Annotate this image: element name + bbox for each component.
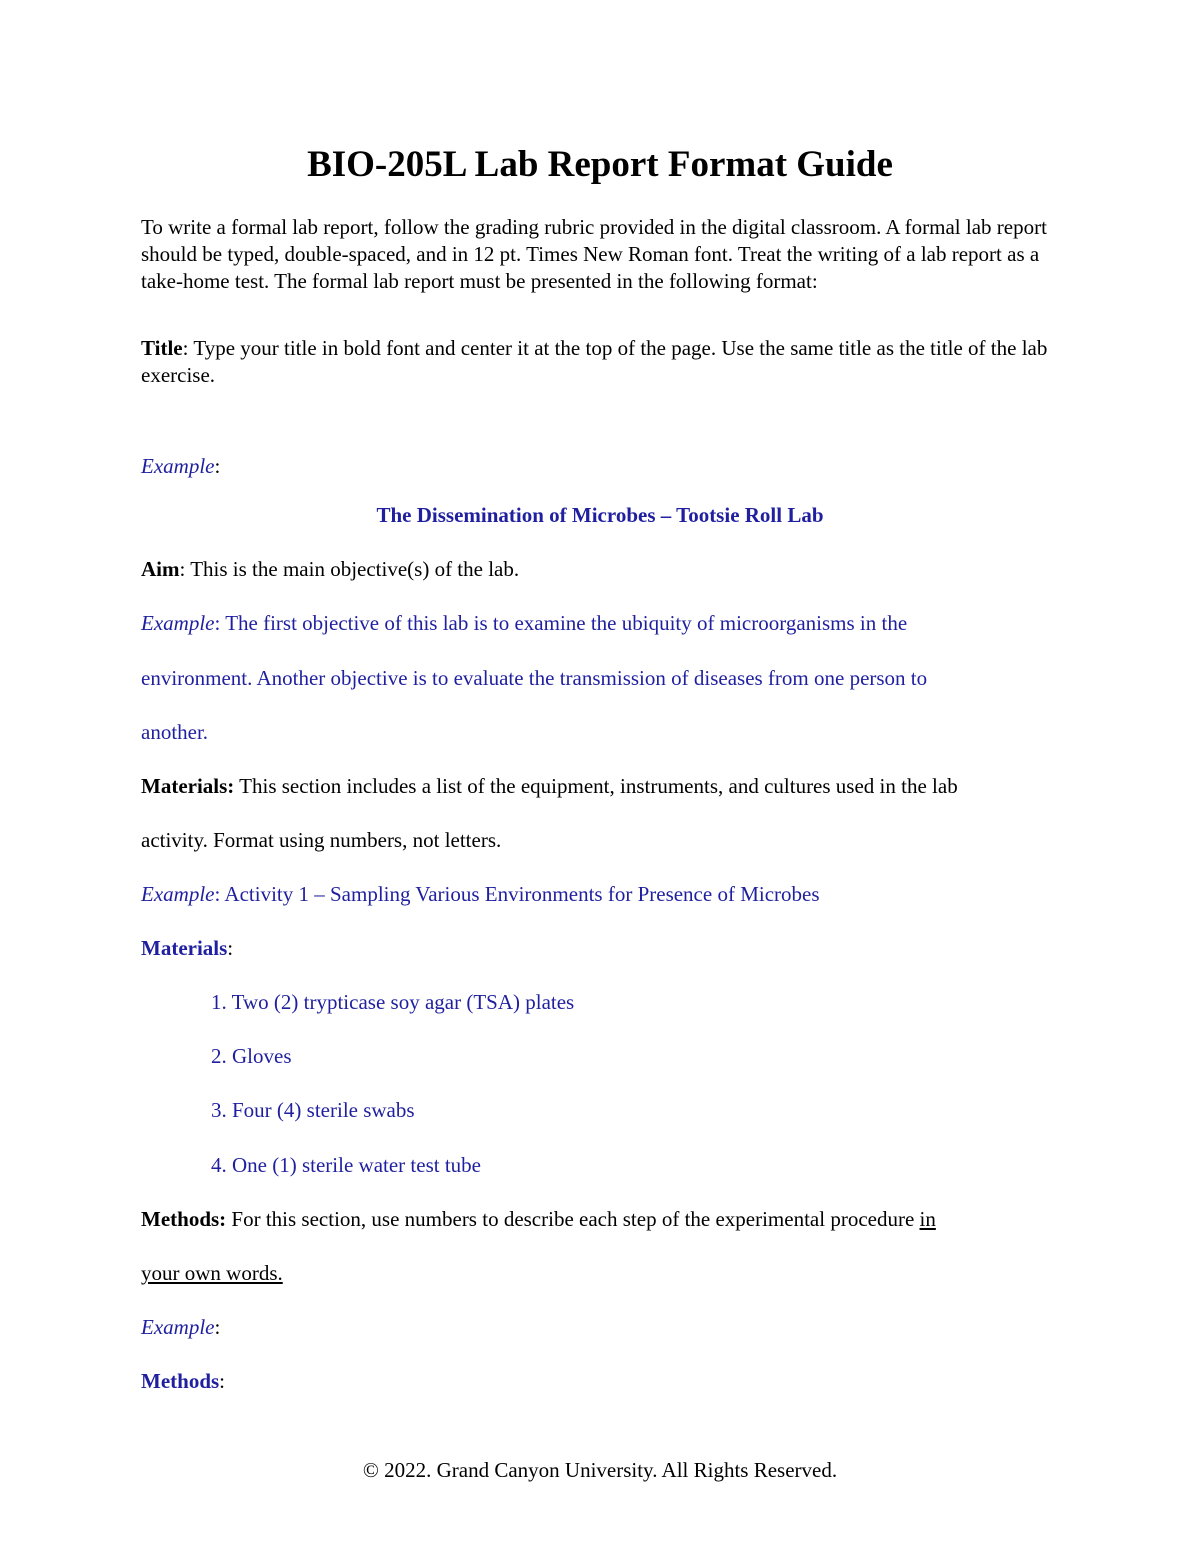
title-section-paragraph xyxy=(141,335,1061,389)
materials-example-text: : Activity 1 – Sampling Various Environments for Presence of Microbes xyxy=(214,882,820,906)
aim-example-line-1 xyxy=(141,609,907,637)
title-example-label xyxy=(141,452,220,480)
methods-underline-1: in xyxy=(919,1207,936,1231)
aim-example-text-1: : The first objective of this lab is to examine the ubiquity of microorganisms in the xyxy=(214,611,908,635)
title-section-text: : Type your title in bold font and center it at the top of the page. Use the same title as the title of the lab exercise. xyxy=(141,336,1048,387)
example-label: Example xyxy=(141,611,215,635)
intro-paragraph: To write a formal lab report, follow the grading rubric provided in the digital classroom. A formal lab report should be typed, double-spaced, and in 12 pt. Times New Roman font. Treat the writing of a lab report as a take-home test. The formal lab report must be presented in the following format: xyxy=(141,215,1047,293)
materials-list-item: 1. Two (2) trypticase soy agar (TSA) plates xyxy=(211,990,575,1014)
methods-paragraph-line-1 xyxy=(141,1205,936,1233)
materials-list-heading xyxy=(141,934,233,962)
aim-example-line-2: environment. Another objective is to evaluate the transmission of diseases from one person to xyxy=(141,666,928,690)
copyright-footer: © 2022. Grand Canyon University. All Rights Reserved. xyxy=(362,1458,838,1482)
example-label: Example xyxy=(141,882,215,906)
methods-underline-2: your own words. xyxy=(141,1261,283,1285)
methods-example-label xyxy=(141,1313,220,1341)
materials-example-line xyxy=(141,880,820,908)
materials-list-label: Materials xyxy=(141,936,228,960)
methods-list-label: Methods xyxy=(141,1369,220,1393)
materials-list-item: 4. One (1) sterile water test tube xyxy=(211,1153,481,1177)
materials-list-item: 2. Gloves xyxy=(211,1044,292,1068)
aim-example-line-3: another. xyxy=(141,720,209,744)
example-title xyxy=(0,501,1200,529)
materials-paragraph-line-1 xyxy=(141,772,958,800)
aim-label: Aim xyxy=(141,557,180,581)
methods-list-colon: : xyxy=(219,1369,226,1393)
example-colon: : xyxy=(214,454,221,478)
materials-list-colon: : xyxy=(227,936,234,960)
title-section-label: Title xyxy=(141,336,183,360)
materials-label: Materials: xyxy=(141,774,235,798)
methods-paragraph-line-2 xyxy=(141,1259,283,1287)
example-label: Example xyxy=(141,1315,215,1339)
materials-list-item: 3. Four (4) sterile swabs xyxy=(211,1098,415,1122)
methods-list-heading xyxy=(141,1367,225,1395)
methods-text-1: For this section, use numbers to describe each step of the experimental procedure xyxy=(226,1207,920,1231)
aim-text: : This is the main objective(s) of the lab. xyxy=(179,557,520,581)
methods-label: Methods: xyxy=(141,1207,227,1231)
example-label: Example xyxy=(141,454,215,478)
example-title-text: The Dissemination of Microbes – Tootsie Roll Lab xyxy=(376,503,824,527)
aim-paragraph xyxy=(141,555,519,583)
materials-text-1: This section includes a list of the equipment, instruments, and cultures used in the lab xyxy=(234,774,958,798)
page-title: BIO-205L Lab Report Format Guide xyxy=(307,144,893,185)
methods-example-colon: : xyxy=(214,1315,221,1339)
materials-paragraph-line-2: activity. Format using numbers, not letters. xyxy=(141,828,502,852)
